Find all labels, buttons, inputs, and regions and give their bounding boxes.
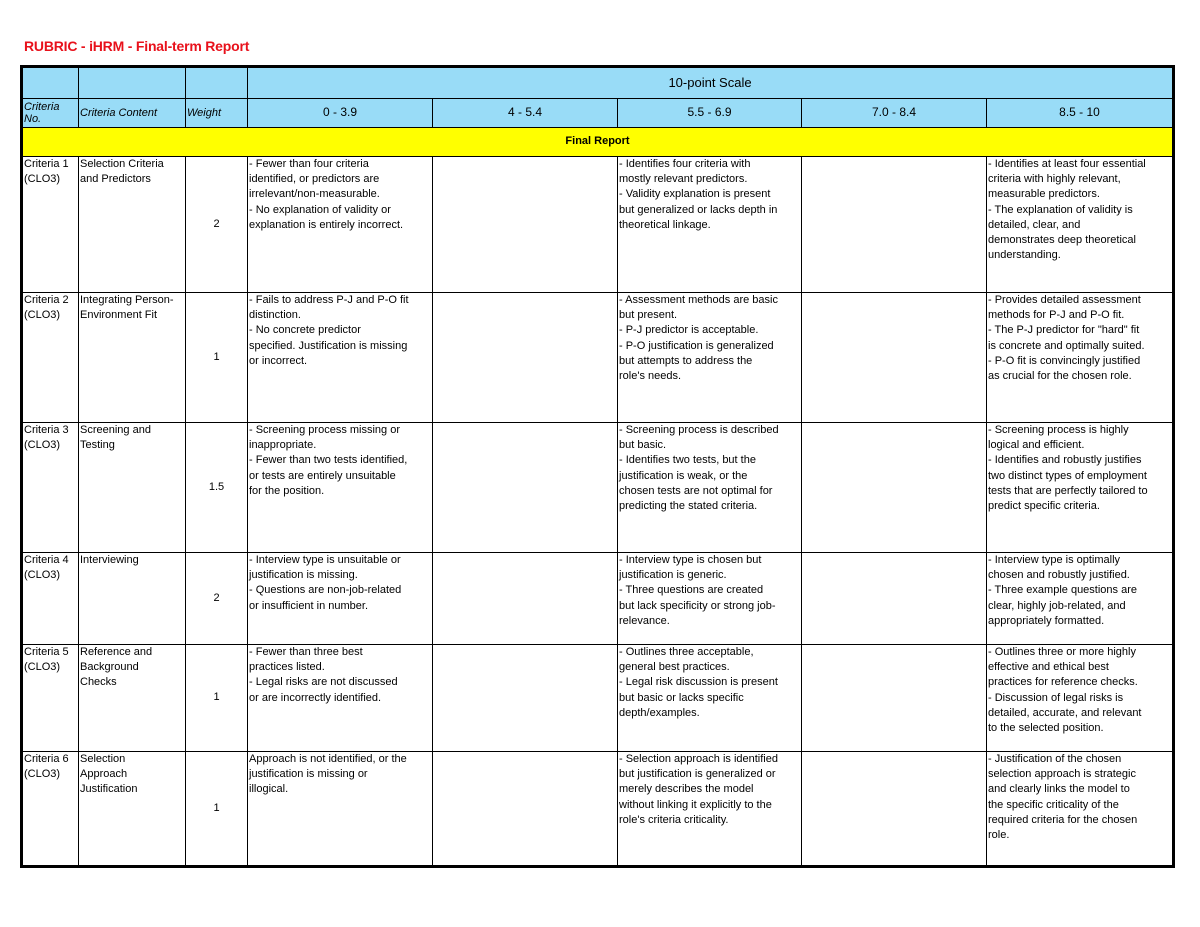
descriptor-cell: - Fewer than three best practices listed. - Legal risks are not discussed or are incorrectly identified.: [248, 645, 433, 752]
descriptor-cell: - Outlines three acceptable, general best practices. - Legal risk discussion is present but basic or lacks specific depth/examples.: [618, 645, 802, 752]
document-title: RUBRIC - iHRM - Final-term Report: [24, 38, 250, 54]
descriptor-cell: - Screening process is described but basic. - Identifies two tests, but the justification is weak, or the chosen tests are not optimal for predicting the stated criteria.: [618, 423, 802, 553]
descriptor-cell: [802, 423, 987, 553]
table-row: [23, 752, 1173, 866]
section-row: [23, 128, 1173, 157]
descriptor-cell: - Selection approach is identified but justification is generalized or merely describes the model without linking it explicitly to the role's criteria criticality.: [618, 752, 802, 866]
descriptor-cell: - Fails to address P-J and P-O fit distinction. - No concrete predictor specified. Justification is missing or incorrect.: [248, 293, 433, 423]
criteria-weight: 1.5: [186, 423, 248, 553]
criteria-content: Integrating Person- Environment Fit: [79, 293, 186, 423]
descriptor-cell: [802, 645, 987, 752]
descriptor-cell: [433, 752, 618, 866]
criteria-no: Criteria 5 (CLO3): [23, 645, 79, 752]
descriptor-cell: - Interview type is chosen but justification is generic. - Three questions are created but lack specificity or strong job- relevance.: [618, 553, 802, 645]
criteria-no: Criteria 6 (CLO3): [23, 752, 79, 866]
criteria-weight: 1: [186, 752, 248, 866]
descriptor-cell: [802, 293, 987, 423]
header-range: 7.0 - 8.4: [802, 99, 987, 128]
header-range: 5.5 - 6.9: [618, 99, 802, 128]
descriptor-cell: - Fewer than four criteria identified, or predictors are irrelevant/non-measurable. - No explanation of validity or explanation is entirely incorrect.: [248, 157, 433, 293]
header-criteria-content: Criteria Content: [79, 99, 186, 128]
criteria-weight: 1: [186, 645, 248, 752]
header-row-columns: [23, 99, 1173, 128]
table-row: [23, 553, 1173, 645]
table-row: [23, 157, 1173, 293]
descriptor-cell: [433, 157, 618, 293]
header-range: 8.5 - 10: [987, 99, 1173, 128]
descriptor-cell: - Justification of the chosen selection approach is strategic and clearly links the model to the specific criticality of the required criteria for the chosen role.: [987, 752, 1173, 866]
header-weight: Weight: [186, 99, 248, 128]
header-range: 4 - 5.4: [433, 99, 618, 128]
header-range: 0 - 3.9: [248, 99, 433, 128]
criteria-no: Criteria 1 (CLO3): [23, 157, 79, 293]
criteria-weight: 2: [186, 157, 248, 293]
descriptor-cell: [802, 553, 987, 645]
criteria-weight: 1: [186, 293, 248, 423]
descriptor-cell: [433, 423, 618, 553]
criteria-content: Reference and Background Checks: [79, 645, 186, 752]
rubric-table: [22, 67, 1173, 866]
descriptor-cell: [433, 553, 618, 645]
header-criteria-no: Criteria No.: [23, 99, 79, 128]
descriptor-cell: - Provides detailed assessment methods for P-J and P-O fit. - The P-J predictor for "hard" fit is concrete and optimally suited. - P-O fit is convincingly justified as crucial for the chosen role.: [987, 293, 1173, 423]
header-blank-cell: [79, 68, 186, 99]
descriptor-cell: - Assessment methods are basic but present. - P-J predictor is acceptable. - P-O justification is generalized but attempts to address the role's needs.: [618, 293, 802, 423]
descriptor-cell: - Screening process missing or inappropriate. - Fewer than two tests identified, or tests are entirely unsuitable for the position.: [248, 423, 433, 553]
criteria-content: Selection Approach Justification: [79, 752, 186, 866]
criteria-weight: 2: [186, 553, 248, 645]
header-blank-cell: [186, 68, 248, 99]
descriptor-cell: Approach is not identified, or the justification is missing or illogical.: [248, 752, 433, 866]
criteria-no: Criteria 3 (CLO3): [23, 423, 79, 553]
descriptor-cell: - Identifies at least four essential criteria with highly relevant, measurable predictors. - The explanation of validity is detailed, clear, and demonstrates deep theoretical understanding.: [987, 157, 1173, 293]
descriptor-cell: - Interview type is unsuitable or justification is missing. - Questions are non-job-related or insufficient in number.: [248, 553, 433, 645]
descriptor-cell: [802, 752, 987, 866]
criteria-no: Criteria 4 (CLO3): [23, 553, 79, 645]
descriptor-cell: - Interview type is optimally chosen and robustly justified. - Three example questions are clear, highly job-related, and appropriately formatted.: [987, 553, 1173, 645]
table-row: [23, 293, 1173, 423]
criteria-content: Interviewing: [79, 553, 186, 645]
header-blank-cell: [23, 68, 79, 99]
descriptor-cell: - Outlines three or more highly effective and ethical best practices for reference checks. - Discussion of legal risks is detailed, accurate, and relevant to the selected position.: [987, 645, 1173, 752]
header-row-scale: [23, 68, 1173, 99]
descriptor-cell: - Identifies four criteria with mostly relevant predictors. - Validity explanation is present but generalized or lacks depth in theoretical linkage.: [618, 157, 802, 293]
table-row: [23, 423, 1173, 553]
descriptor-cell: [433, 645, 618, 752]
table-row: [23, 645, 1173, 752]
section-label: Final Report: [23, 128, 1173, 157]
criteria-no: Criteria 2 (CLO3): [23, 293, 79, 423]
descriptor-cell: [802, 157, 987, 293]
descriptor-cell: [433, 293, 618, 423]
scale-label: 10-point Scale: [248, 68, 1173, 99]
descriptor-cell: - Screening process is highly logical and efficient. - Identifies and robustly justifies two distinct types of employment tests that are perfectly tailored to predict specific criteria.: [987, 423, 1173, 553]
criteria-content: Screening and Testing: [79, 423, 186, 553]
criteria-content: Selection Criteria and Predictors: [79, 157, 186, 293]
